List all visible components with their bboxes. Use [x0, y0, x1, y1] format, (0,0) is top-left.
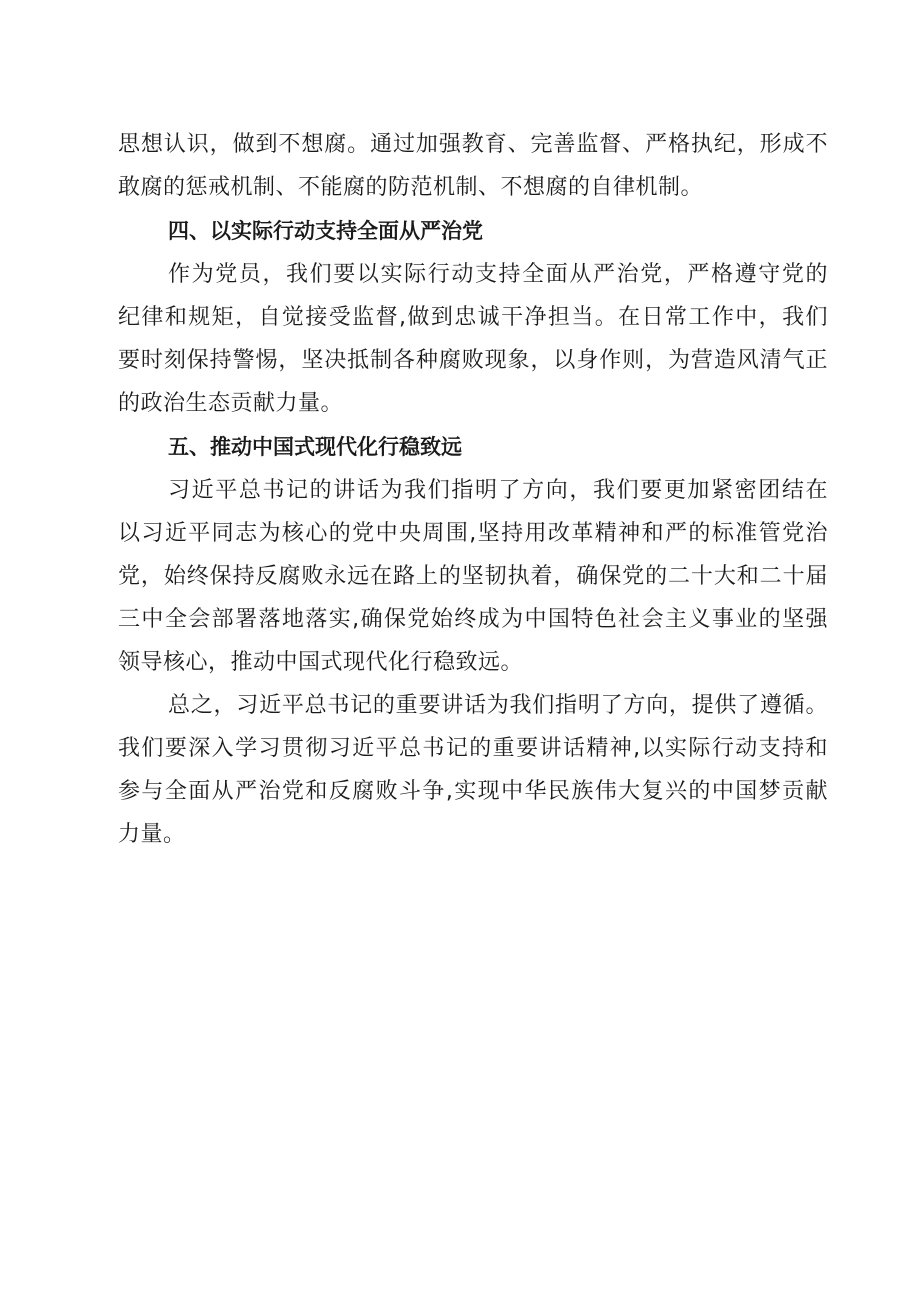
document-body [118, 123, 828, 856]
text-line: 作为党员，我们要以实际行动支持全面从严治党，严格遵守党的 [168, 262, 828, 287]
text-line: 党，始终保持反腐败永远在路上的坚韧执着，确保党的二十大和二十届 [118, 564, 828, 589]
text-line: 纪律和规矩，自觉接受监督,做到忠诚干净担当。在日常工作中，我们 [118, 305, 828, 330]
text-line: 思想认识，做到不想腐。通过加强教育、完善监督、严格执纪，形成不 [118, 132, 828, 157]
text-line: 参与全面从严治党和反腐败斗争,实现中华民族伟大复兴的中国梦贡献 [118, 779, 828, 804]
text-line: 力量。 [118, 822, 186, 847]
text-line: 习近平总书记的讲话为我们指明了方向，我们要更加紧密团结在 [168, 478, 828, 503]
section-heading-4: 四、以实际行动支持全面从严治党 [168, 219, 483, 243]
paragraph-continuation [118, 123, 828, 209]
text-line: 总之，习近平总书记的重要讲话为我们指明了方向，提供了遵循。 [168, 693, 828, 718]
paragraph-conclusion [118, 684, 828, 856]
text-line: 的政治生态贡献力量。 [118, 391, 344, 416]
text-line: 敢腐的惩戒机制、不能腐的防范机制、不想腐的自律机制。 [118, 175, 704, 200]
paragraph-section-5 [118, 469, 828, 684]
text-line: 我们要深入学习贯彻习近平总书记的重要讲话精神,以实际行动支持和 [118, 736, 828, 761]
text-line: 要时刻保持警惕，坚决抵制各种腐败现象，以身作则，为营造风清气正 [118, 348, 828, 373]
text-line: 以习近平同志为核心的党中央周围,坚持用改革精神和严的标准管党治 [118, 521, 828, 546]
text-line: 领导核心，推动中国式现代化行稳致远。 [118, 650, 524, 675]
paragraph-section-4 [118, 253, 828, 425]
text-line: 三中全会部署落地落实,确保党始终成为中国特色社会主义事业的坚强 [118, 607, 828, 632]
section-heading-5: 五、推动中国式现代化行稳致远 [168, 435, 462, 459]
